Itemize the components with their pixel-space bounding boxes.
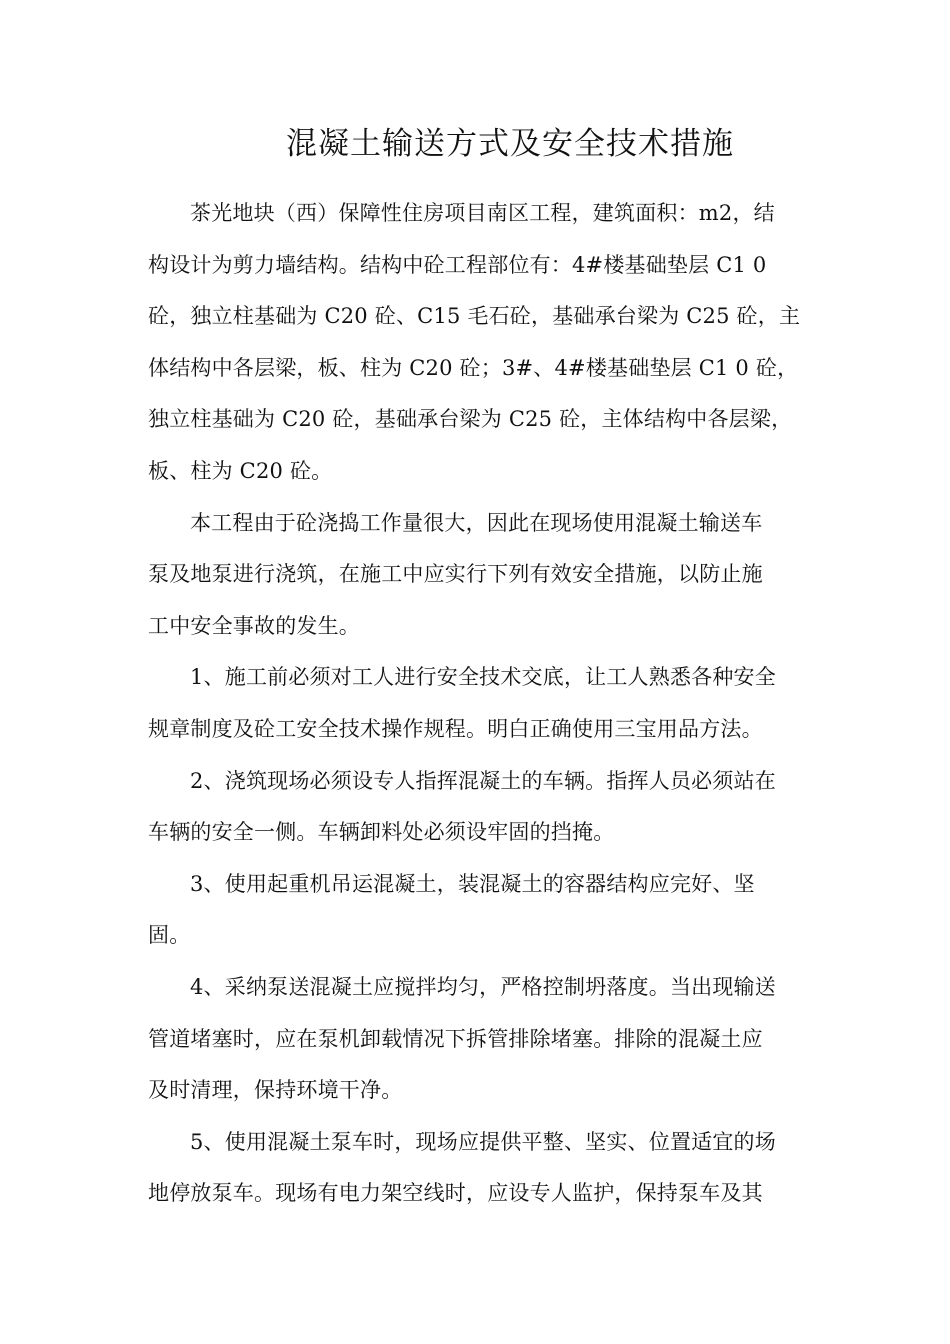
paragraph-line: 管道堵塞时，应在泵机卸载情况下拆管排除堵塞。排除的混凝土应 xyxy=(148,1026,763,1051)
paragraph-item-1 xyxy=(148,652,808,755)
paragraph-line: 板、柱为 C20 砼。 xyxy=(148,458,333,483)
paragraph-line: 1、施工前必须对工人进行安全技术交底，让工人熟悉各种安全 xyxy=(190,665,776,690)
paragraph-line: 独立柱基础为 C20 砼，基础承台梁为 C25 砼，主体结构中各层梁， xyxy=(148,407,793,432)
paragraph-line: 体结构中各层梁，板、柱为 C20 砼；3#、4#楼基础垫层 C1 0 砼， xyxy=(148,355,799,380)
paragraph-line: 及时清理，保持环境干净。 xyxy=(148,1078,403,1103)
paragraph-item-3 xyxy=(148,859,808,962)
document-body xyxy=(148,188,808,1220)
paragraph-line: 构设计为剪力墙结构。结构中砼工程部位有：4#楼基础垫层 C1 0 xyxy=(148,252,767,277)
paragraph-item-5 xyxy=(148,1117,808,1220)
paragraph-line: 泵及地泵进行浇筑，在施工中应实行下列有效安全措施，以防止施 xyxy=(148,562,763,587)
paragraph-item-4 xyxy=(148,962,808,1117)
paragraph-line: 规章制度及砼工安全技术操作规程。明白正确使用三宝用品方法。 xyxy=(148,716,763,741)
paragraph-item-2 xyxy=(148,756,808,859)
paragraph-introduction xyxy=(148,498,808,653)
paragraph-line: 砼，独立柱基础为 C20 砼、C15 毛石砼，基础承台梁为 C25 砼，主 xyxy=(148,304,801,329)
paragraph-line: 4、采纳泵送混凝土应搅拌均匀，严格控制坍落度。当出现输送 xyxy=(190,974,776,999)
paragraph-line: 工中安全事故的发生。 xyxy=(148,613,360,638)
paragraph-line: 固。 xyxy=(148,923,191,948)
paragraph-line: 车辆的安全一侧。车辆卸料处必须设牢固的挡掩。 xyxy=(148,820,615,845)
paragraph-line: 地停放泵车。现场有电力架空线时，应设专人监护，保持泵车及其 xyxy=(148,1181,763,1206)
paragraph-line: 茶光地块（西）保障性住房项目南区工程，建筑面积：m2，结 xyxy=(190,201,775,225)
paragraph-line: 2、浇筑现场必须设专人指挥混凝土的车辆。指挥人员必须站在 xyxy=(190,768,776,793)
paragraph-line: 5、使用混凝土泵车时，现场应提供平整、坚实、位置适宜的场 xyxy=(190,1129,776,1154)
paragraph-project-overview xyxy=(148,188,808,498)
document-title: 混凝土输送方式及安全技术措施 xyxy=(286,126,734,162)
paragraph-line: 3、使用起重机吊运混凝土，装混凝土的容器结构应完好、坚 xyxy=(190,871,755,896)
paragraph-line: 本工程由于砼浇捣工作量很大，因此在现场使用混凝土输送车 xyxy=(190,510,763,535)
